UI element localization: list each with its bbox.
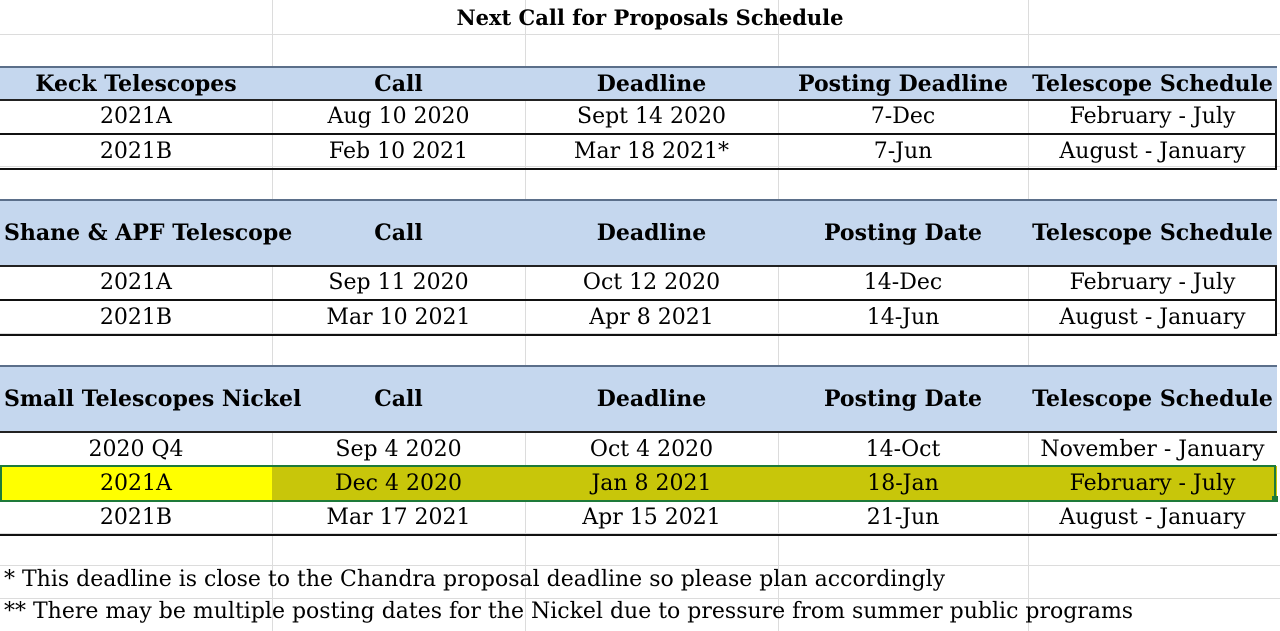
header-cell[interactable]: Deadline	[596, 220, 707, 246]
border	[1275, 266, 1277, 299]
gridline	[0, 565, 1280, 566]
header-cell[interactable]: Telescope Schedule	[1032, 220, 1273, 246]
table-row	[0, 100, 1277, 133]
table-cell[interactable]: 2021A	[100, 104, 172, 129]
table-cell[interactable]: Sep 4 2020	[335, 437, 462, 462]
table-cell[interactable]: 7-Dec	[870, 104, 936, 129]
table-cell[interactable]: 2021A	[100, 270, 172, 295]
selection-outline[interactable]	[0, 465, 1276, 502]
footnote[interactable]: ** There may be multiple posting dates for the Nickel due to pressure from summer public programs	[4, 599, 1134, 624]
table-cell[interactable]: 2021B	[99, 139, 173, 164]
table-cell[interactable]: Aug 10 2020	[327, 104, 470, 129]
table-row	[0, 501, 1277, 536]
table-cell[interactable]: Mar 17 2021	[326, 505, 471, 530]
table-cell[interactable]: 18-Jan	[778, 466, 1028, 501]
border	[1275, 301, 1277, 334]
header-cell[interactable]: Telescope Schedule	[1032, 70, 1273, 97]
header-row-shane	[0, 199, 1277, 267]
table-cell[interactable]: February - July	[1069, 104, 1236, 129]
table-cell[interactable]: 2020 Q4	[88, 437, 184, 462]
table-cell[interactable]: Sep 11 2020	[328, 270, 469, 295]
table-cell[interactable]: 14-Jun	[866, 305, 940, 330]
header-cell[interactable]: Call	[374, 386, 423, 412]
header-cell[interactable]: Call	[374, 70, 423, 97]
header-cell[interactable]: Call	[374, 220, 423, 246]
header-cell[interactable]: Posting Deadline	[798, 70, 1008, 97]
table-cell[interactable]: August - January	[1059, 505, 1246, 530]
header-cell[interactable]: Shane & APF Telescope	[4, 220, 293, 246]
table-cell[interactable]: 14-Oct	[865, 437, 941, 462]
table-row	[0, 266, 1277, 299]
footnote[interactable]: * This deadline is close to the Chandra proposal deadline so please plan accordingly	[4, 567, 946, 592]
table-row	[0, 299, 1277, 336]
table-cell[interactable]: 2021A	[0, 466, 272, 501]
table-cell[interactable]: Oct 4 2020	[589, 437, 714, 462]
table-cell[interactable]: 21-Jun	[866, 505, 940, 530]
table-cell[interactable]: August - January	[1059, 305, 1246, 330]
table-cell[interactable]: November - January	[1040, 437, 1265, 462]
table-cell[interactable]: Sept 14 2020	[577, 104, 726, 129]
header-cell[interactable]: Posting Date	[823, 220, 983, 246]
page-title: Next Call for Proposals Schedule	[456, 5, 844, 30]
border	[1275, 135, 1277, 168]
table-cell[interactable]: August - January	[1059, 139, 1246, 164]
gridline	[0, 34, 1280, 35]
border	[1275, 100, 1277, 133]
table-cell[interactable]: Feb 10 2021	[328, 139, 469, 164]
header-row-nickel	[0, 365, 1277, 433]
table-cell[interactable]: Oct 12 2020	[582, 270, 721, 295]
table-cell[interactable]: Mar 18 2021*	[573, 139, 730, 164]
header-cell[interactable]: Small Telescopes Nickel	[4, 386, 302, 412]
table-cell[interactable]: 2021B	[99, 305, 173, 330]
header-cell[interactable]: Telescope Schedule	[1032, 386, 1273, 412]
table-row	[0, 433, 1277, 466]
table-cell[interactable]: February - July	[1069, 270, 1236, 295]
table-cell[interactable]: 2021B	[99, 505, 173, 530]
table-cell[interactable]: Jan 8 2021	[525, 466, 778, 501]
table-cell[interactable]: 7-Jun	[873, 139, 933, 164]
table-cell[interactable]: Apr 8 2021	[589, 305, 714, 330]
table-cell[interactable]: Dec 4 2020	[272, 466, 525, 501]
table-cell[interactable]: February - July	[1028, 466, 1277, 501]
table-cell[interactable]: 14-Dec	[863, 270, 943, 295]
header-row-keck	[0, 66, 1277, 101]
header-cell[interactable]: Deadline	[596, 386, 707, 412]
table-cell[interactable]: Mar 10 2021	[326, 305, 471, 330]
table-row	[0, 133, 1277, 170]
header-cell[interactable]: Deadline	[596, 70, 707, 97]
header-cell[interactable]: Posting Date	[823, 386, 983, 412]
header-cell[interactable]: Keck Telescopes	[35, 70, 237, 97]
table-cell[interactable]: Apr 15 2021	[582, 505, 721, 530]
